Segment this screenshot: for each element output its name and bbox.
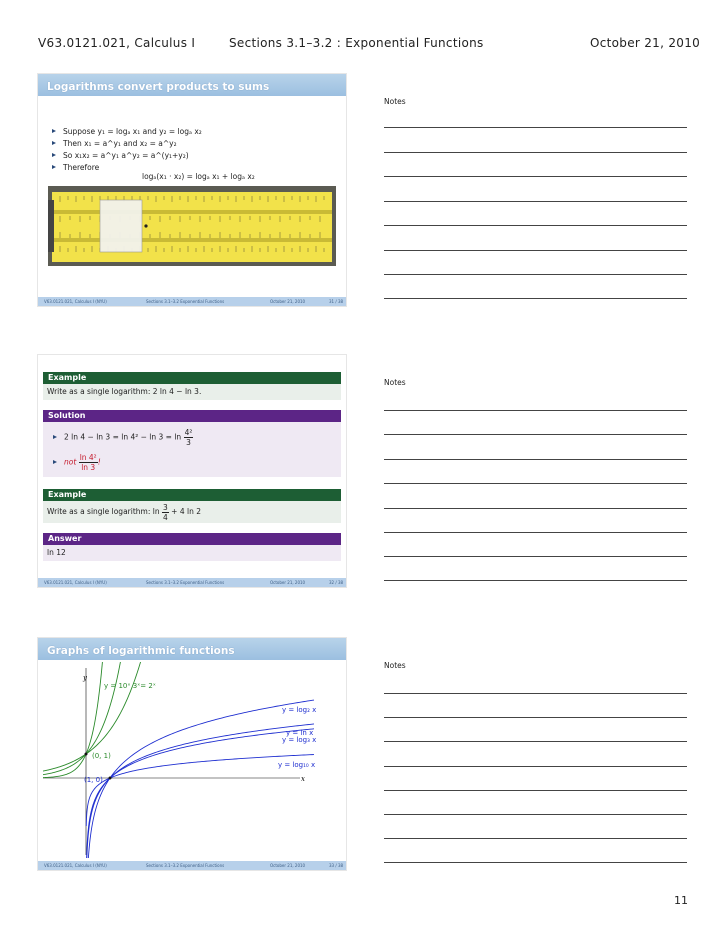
solution-block: Solution 2 ln 4 − ln 3 = ln 4² − ln 3 = ln $\frac{\text{4²}}{3}$ not $\frac{\text{ln 4²}}{\ln 3}$ ! (43, 410, 341, 477)
bullet-icon (52, 153, 56, 157)
slide-rule-image (48, 186, 336, 266)
slide-footer: V63.0121.021, Calculus I (NYU) Sections 3.1–3.2 Exponential Functions October 21, 2010 31 / 38 (38, 297, 346, 306)
log-graph (38, 660, 346, 860)
slide-title: Logarithms convert products to sums (38, 74, 346, 96)
point-1-0 (109, 777, 112, 780)
label-log10: y = log₁₀ x (278, 761, 316, 769)
bullet-item: Suppose y₁ = logₐ x₁ and y₂ = logₐ x₂ (52, 126, 202, 138)
note-line (384, 693, 687, 694)
slide-logarithms-products (38, 74, 346, 306)
solution-line: 2 ln 4 − ln 3 = ln 4² − ln 3 = ln $\frac{\text{4²}}{3}$ (53, 428, 193, 447)
slide-examples (38, 355, 346, 587)
slide-footer: V63.0121.021, Calculus I (NYU) Sections 3.1–3.2 Exponential Functions October 21, 2010 33 / 38 (38, 861, 346, 870)
note-line (384, 483, 687, 484)
note-line (384, 717, 687, 718)
header-course: V63.0121.021, Calculus I (38, 36, 196, 50)
bullet-item: Then x₁ = a^y₁ and x₂ = a^y₂ (52, 138, 202, 150)
label-log2: y = log₂ x (282, 706, 317, 714)
answer-block: Answer ln 12 (43, 533, 341, 561)
axis-x-label: x (301, 775, 305, 783)
note-line (384, 838, 687, 839)
note-line (384, 250, 687, 251)
note-line (384, 508, 687, 509)
note-line (384, 580, 687, 581)
page-number: 11 (674, 894, 688, 907)
bullet-item: So x₁x₂ = a^y₁ a^y₂ = a^(y₁+y₂) (52, 150, 202, 162)
note-line (384, 127, 687, 128)
note-line (384, 556, 687, 557)
bullet-icon (52, 141, 56, 145)
slide-title: Graphs of logarithmic functions (38, 638, 346, 660)
note-line (384, 225, 687, 226)
bullet-icon (52, 165, 56, 169)
bullet-icon (53, 435, 57, 439)
note-line (384, 814, 687, 815)
note-line (384, 532, 687, 533)
bullet-list (52, 126, 202, 174)
note-line (384, 862, 687, 863)
page-header (0, 36, 728, 52)
example-block: Example Write as a single logarithm: ln $\frac{3}{4}$ + 4 ln 2 (43, 489, 341, 523)
note-line (384, 201, 687, 202)
curve-log3 (86, 729, 317, 860)
bullet-icon (53, 460, 57, 464)
solution-line: not $\frac{\text{ln 4²}}{\ln 3}$ ! (53, 453, 101, 472)
curve-log2 (86, 700, 317, 860)
note-line (384, 459, 687, 460)
note-line (384, 741, 687, 742)
bullet-icon (52, 129, 56, 133)
note-line (384, 410, 687, 411)
slide-footer: V63.0121.021, Calculus I (NYU) Sections 3.1–3.2 Exponential Functions October 21, 2010 32 / 38 (38, 578, 346, 587)
label-log3: y = log₃ x (282, 736, 317, 744)
point-0-1 (85, 753, 88, 756)
axis-y-label: y (83, 674, 87, 682)
label-point-1-0: (1, 0) (84, 776, 103, 784)
note-line (384, 766, 687, 767)
label-point-0-1: (0, 1) (92, 752, 111, 760)
example-block: Example Write as a single logarithm: 2 ln 4 − ln 3. (43, 372, 341, 400)
slide-log-graphs (38, 638, 346, 870)
note-line (384, 298, 687, 299)
label-ln: y = ln x (286, 729, 314, 737)
notes-label: Notes (384, 378, 406, 387)
note-line (384, 434, 687, 435)
notes-label: Notes (384, 97, 406, 106)
note-line (384, 152, 687, 153)
note-line (384, 790, 687, 791)
note-line (384, 176, 687, 177)
product-rule-formula: logₐ(x₁ · x₂) = logₐ x₁ + logₐ x₂ (142, 172, 255, 181)
header-date: October 21, 2010 (590, 36, 701, 50)
header-sections: Sections 3.1–3.2 : Exponential Functions (229, 36, 484, 50)
label-exp: y = 10ˣ 3ˣ= 2ˣ (104, 682, 156, 690)
notes-label: Notes (384, 661, 406, 670)
bullet-item: Therefore (52, 162, 202, 174)
note-line (384, 274, 687, 275)
